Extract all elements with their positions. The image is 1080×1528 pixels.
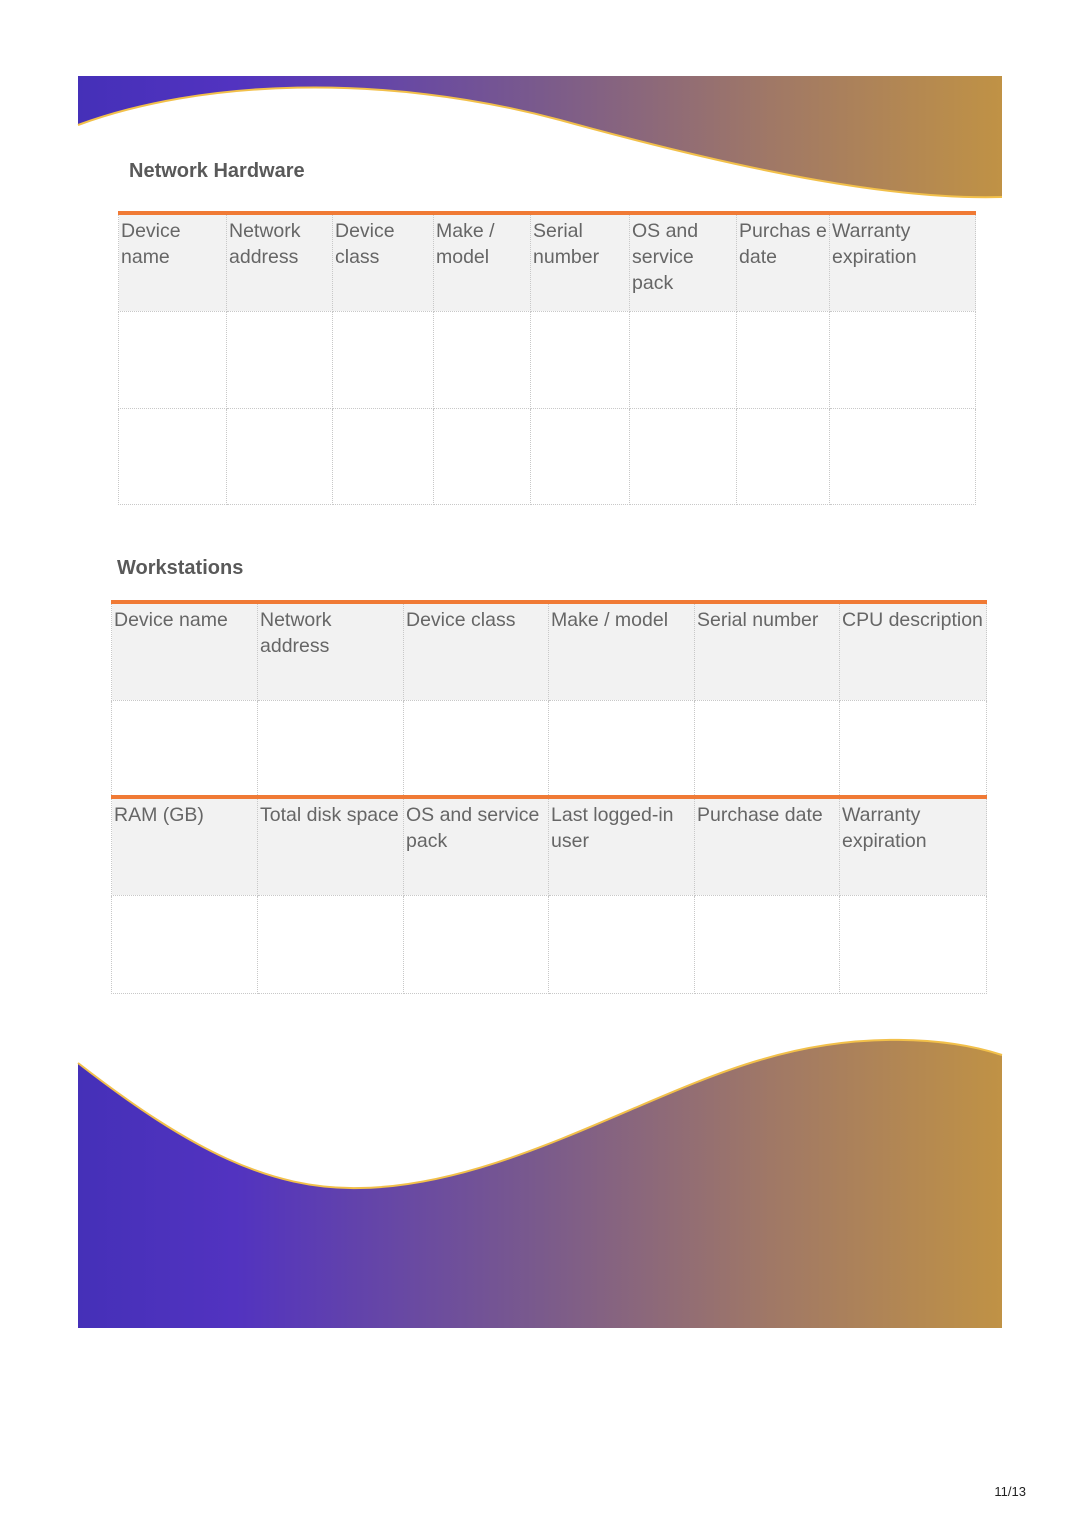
table-header-row <box>112 797 987 895</box>
table-cell[interactable] <box>737 408 830 504</box>
column-header: Serial number <box>695 602 840 700</box>
network-hardware-table <box>118 211 976 505</box>
table-cell[interactable] <box>119 311 227 408</box>
table-cell[interactable] <box>227 408 333 504</box>
table-header-row <box>112 602 987 700</box>
column-header: Purchase date <box>695 797 840 895</box>
column-header: Make / model <box>434 213 531 311</box>
table-cell[interactable] <box>531 408 630 504</box>
column-header: Serial number <box>531 213 630 311</box>
column-header: Warranty expiration <box>840 797 987 895</box>
table-header-row <box>119 213 976 311</box>
column-header: CPU description <box>840 602 987 700</box>
column-header: Warranty expiration <box>830 213 976 311</box>
column-header: Device name <box>119 213 227 311</box>
table-cell[interactable] <box>695 700 840 797</box>
column-header: Network address <box>258 602 404 700</box>
table-cell[interactable] <box>333 408 434 504</box>
table-cell[interactable] <box>404 895 549 993</box>
section-title-network-hardware: Network Hardware <box>129 160 305 182</box>
column-header: OS and service pack <box>404 797 549 895</box>
table-cell[interactable] <box>112 895 258 993</box>
section-title-workstations: Workstations <box>117 557 244 579</box>
column-header: OS and service pack <box>630 213 737 311</box>
table-cell[interactable] <box>840 700 987 797</box>
column-header: Purchas e date <box>737 213 830 311</box>
page-number: 11/13 <box>994 1484 1026 1499</box>
column-header: RAM (GB) <box>112 797 258 895</box>
table-cell[interactable] <box>531 311 630 408</box>
bottom-wave <box>78 1040 1002 1328</box>
column-header: Last logged-in user <box>549 797 695 895</box>
table-cell[interactable] <box>830 408 976 504</box>
table-cell[interactable] <box>434 408 531 504</box>
table-cell[interactable] <box>695 895 840 993</box>
table-row <box>112 895 987 993</box>
table-cell[interactable] <box>549 700 695 797</box>
column-header: Device name <box>112 602 258 700</box>
table-cell[interactable] <box>227 311 333 408</box>
table-cell[interactable] <box>258 700 404 797</box>
table-cell[interactable] <box>119 408 227 504</box>
workstations-table <box>111 600 987 994</box>
table-row <box>119 408 976 504</box>
table-cell[interactable] <box>630 408 737 504</box>
column-header: Network address <box>227 213 333 311</box>
table-cell[interactable] <box>333 311 434 408</box>
table-cell[interactable] <box>549 895 695 993</box>
table-cell[interactable] <box>404 700 549 797</box>
table-cell[interactable] <box>830 311 976 408</box>
table-cell[interactable] <box>112 700 258 797</box>
table-row <box>119 311 976 408</box>
table-row <box>112 700 987 797</box>
column-header: Device class <box>404 602 549 700</box>
column-header: Device class <box>333 213 434 311</box>
table-cell[interactable] <box>737 311 830 408</box>
table-cell[interactable] <box>840 895 987 993</box>
table-cell[interactable] <box>258 895 404 993</box>
column-header: Make / model <box>549 602 695 700</box>
table-cell[interactable] <box>434 311 531 408</box>
table-cell[interactable] <box>630 311 737 408</box>
column-header: Total disk space <box>258 797 404 895</box>
